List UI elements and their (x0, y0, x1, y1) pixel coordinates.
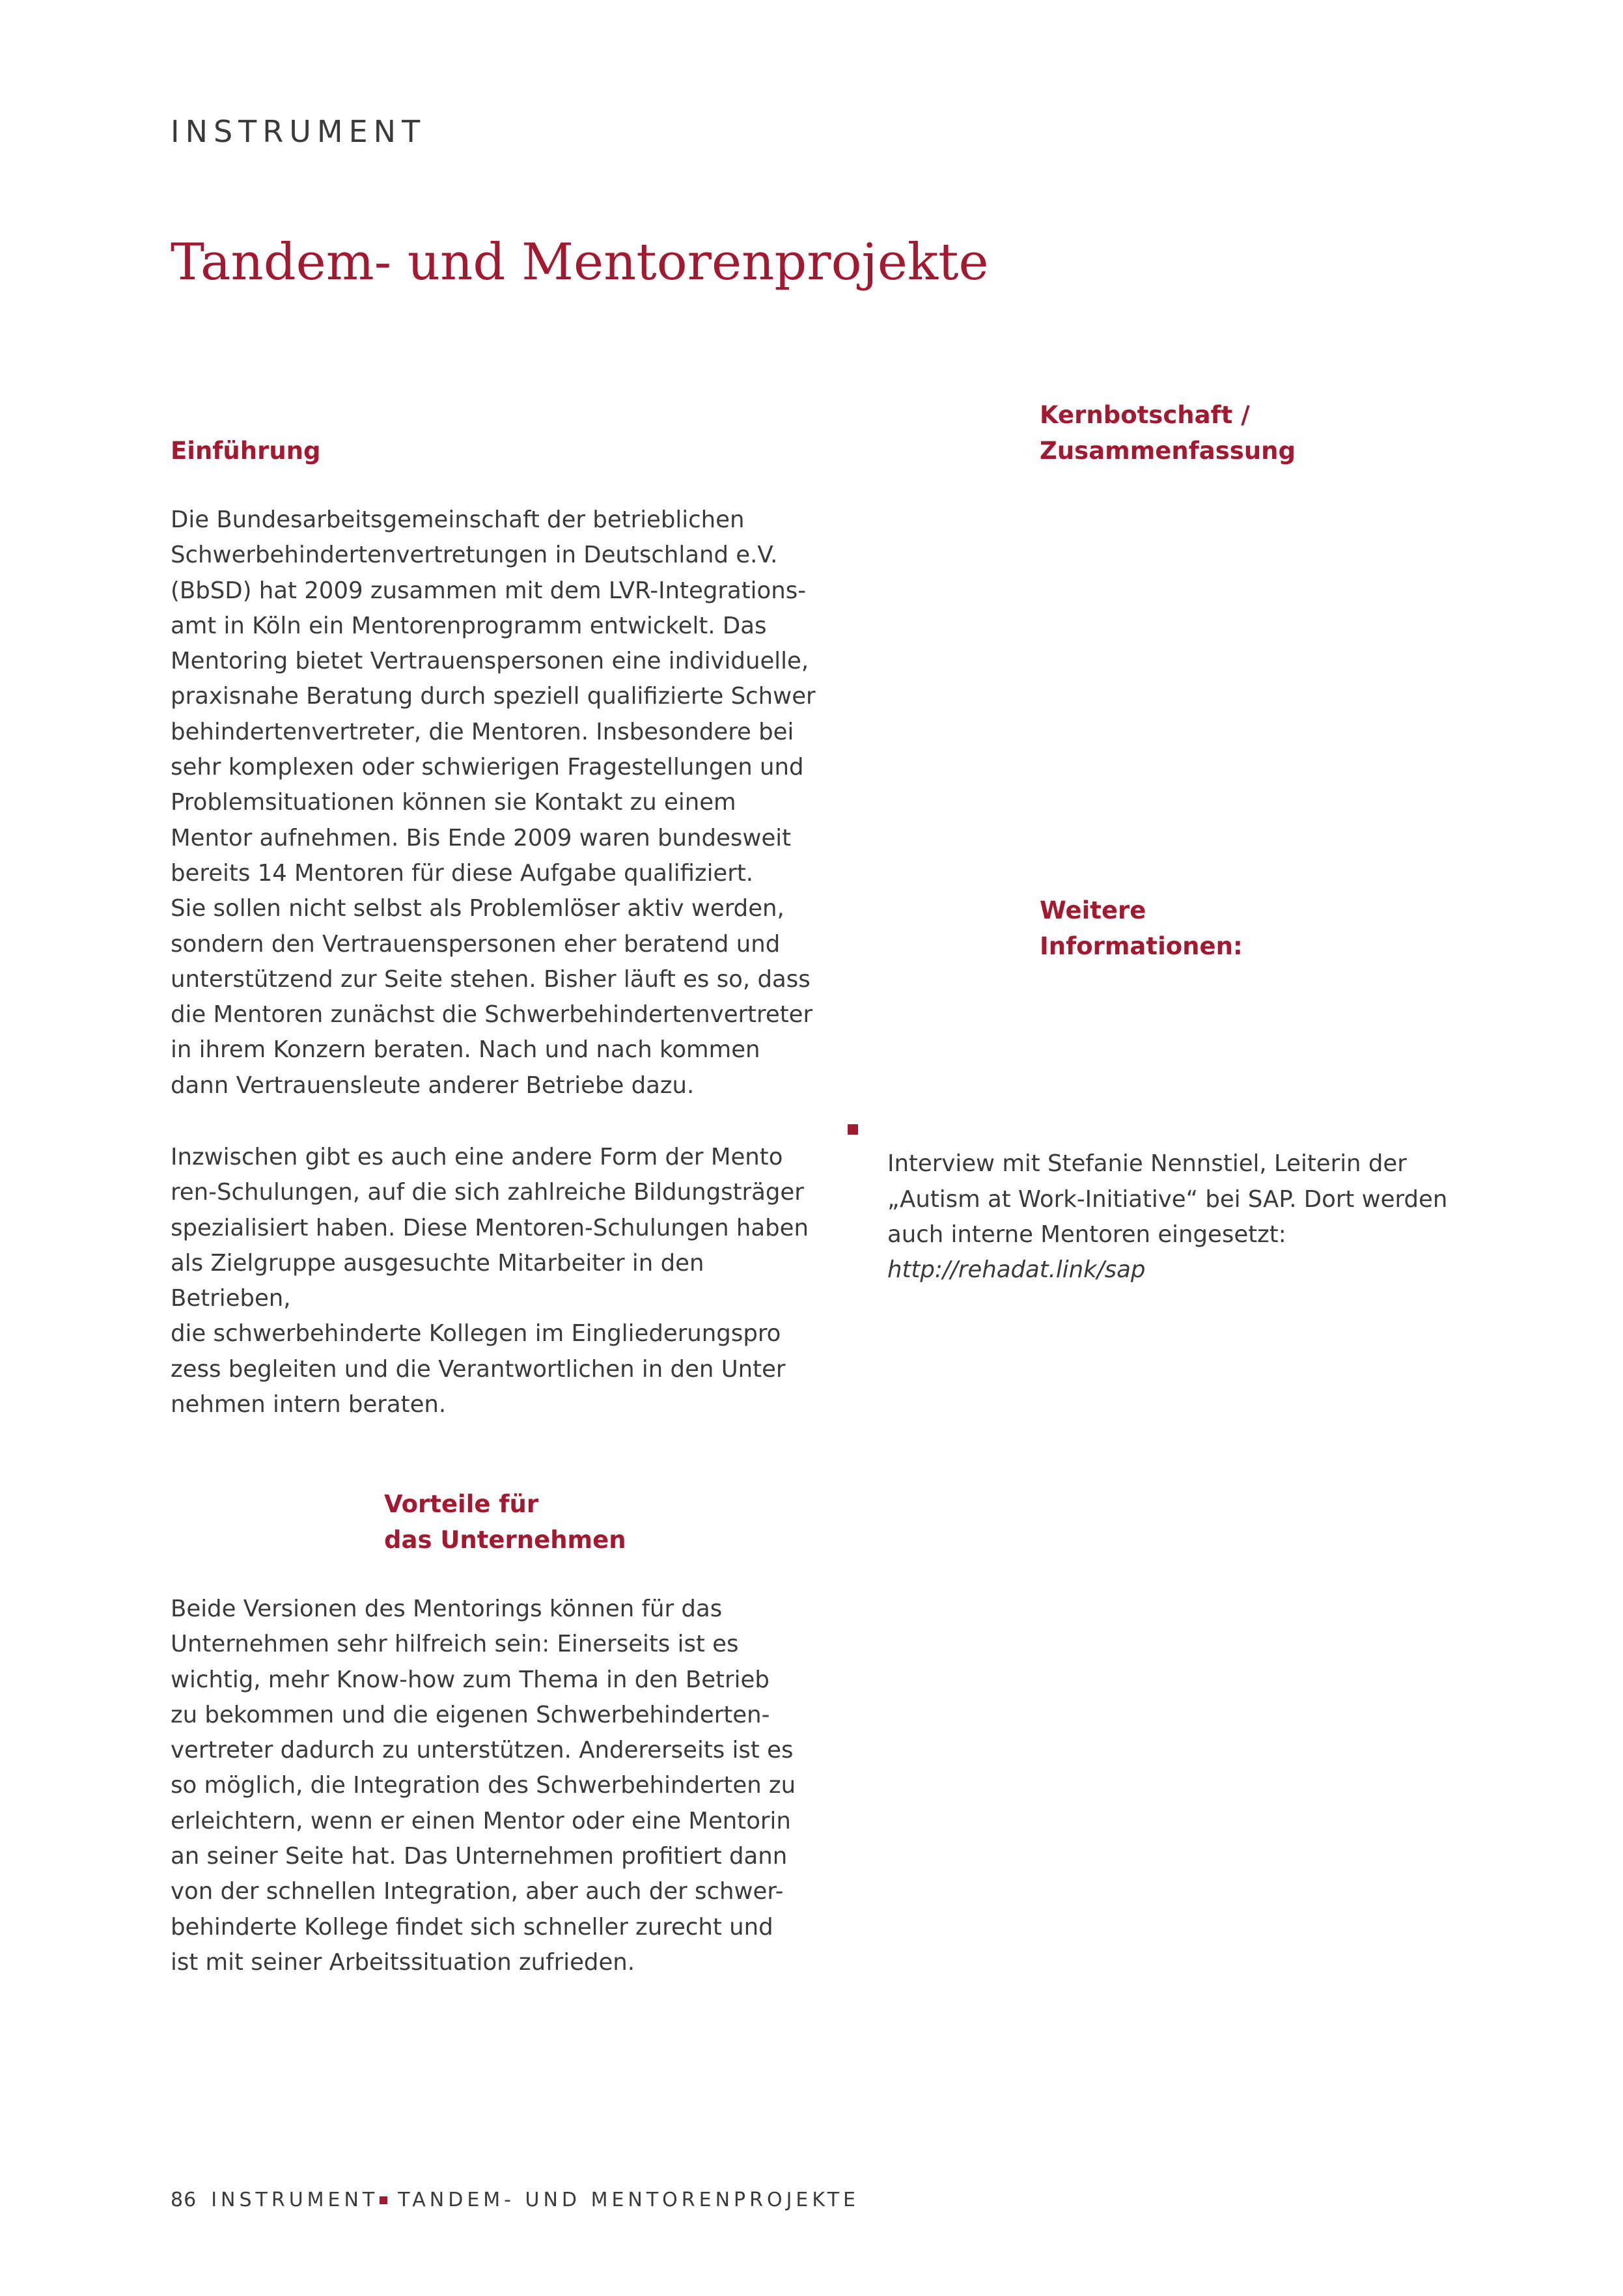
footer-section: INSTRUMENT (211, 2189, 379, 2211)
section-kicker: INSTRUMENT (171, 114, 426, 149)
more-info-text (887, 1111, 1460, 1323)
more-info-description: Interview mit Stefanie Nennstiel, Leiterin der „Autism at Work-Initiative“ bei SAP. Dort werden auch interne Mentoren eingesetzt: (887, 1150, 1448, 1248)
intro-paragraph-2: Inzwischen gibt es auch eine andere Form der Mento ren-Schulungen, auf die sich zahlreiche Bildungsträger spezialisiert haben. Diese Mentoren-Schulungen haben als Zielgruppe ausgesuchte Mitarbeiter in den Betrieben, die schwerbehinderte Kollegen im Eingliederungspro zess begleiten und die Verantwortlichen in den Unter nehmen intern beraten. (171, 1144, 809, 1418)
benefits-paragraph: Beide Versionen des Mentorings können für das Unternehmen sehr hilfreich sein: Einerseits ist es wichtig, mehr Know-how zum Thema in den Betrieb zu bekommen und die eigenen Schwerbehinderten- vertreter dadurch zu unterstützen. Andererseits ist es so möglich, die Integration des Schwerbehinderten zu erleichtern, wenn er einen Mentor oder eine Mentorin an seiner Seite hat. Das Unternehmen profitiert dann von der schnellen Integration, aber auch der schwer- behinderte Kollege findet sich schneller zurecht und ist mit seiner Arbeitssituation zufrieden. (171, 1596, 796, 1976)
page-title: Tandem- und Mentorenprojekte (171, 233, 989, 292)
more-info-heading: Weitere Informationen: (1040, 896, 1243, 960)
footer-topic: TANDEM- UND MENTORENPROJEKTE (398, 2189, 859, 2211)
benefits-heading: Vorteile für das Unternehmen (384, 1490, 626, 1554)
square-bullet-icon (848, 1124, 858, 1135)
rehadat-link[interactable]: http://rehadat.link/sap (887, 1256, 1146, 1284)
page-footer (171, 2189, 859, 2211)
intro-paragraph-1: Die Bundesarbeitsgemeinschaft der betrieblichen Schwerbehindertenvertretungen in Deutschland e.V. (BbSD) hat 2009 zusammen mit dem LVR-Integrations- amt in Köln ein Mentorenprogramm entwickelt. Das Mentoring bietet Vertrauenspersonen eine individuelle, praxisnahe Beratung durch speziell qualifizierte Schwer behindertenvertreter, die Mentoren. Insbesondere bei sehr komplexen oder schwierigen Fragestellungen und Problemsituationen können sie Kontakt zu einem Mentor aufnehmen. Bis Ende 2009 waren bundesweit bereits 14 Mentoren für diese Aufgabe qualifiziert. Sie sollen nicht selbst als Problemlöser aktiv werden, sondern den Vertrauenspersonen eher beratend und unterstützend zur Seite stehen. Bisher läuft es so, dass die Mentoren zunächst die Schwerbehindertenvertreter in ihrem Konzern beraten. Nach und nach kommen dann Vertrauensleute anderer Betriebe dazu. (171, 506, 816, 1099)
summary-heading: Kernbotschaft / Zusammenfassung (1040, 401, 1296, 465)
page-number: 86 (171, 2189, 197, 2211)
intro-heading: Einführung (171, 437, 321, 465)
square-separator-icon (380, 2196, 387, 2204)
